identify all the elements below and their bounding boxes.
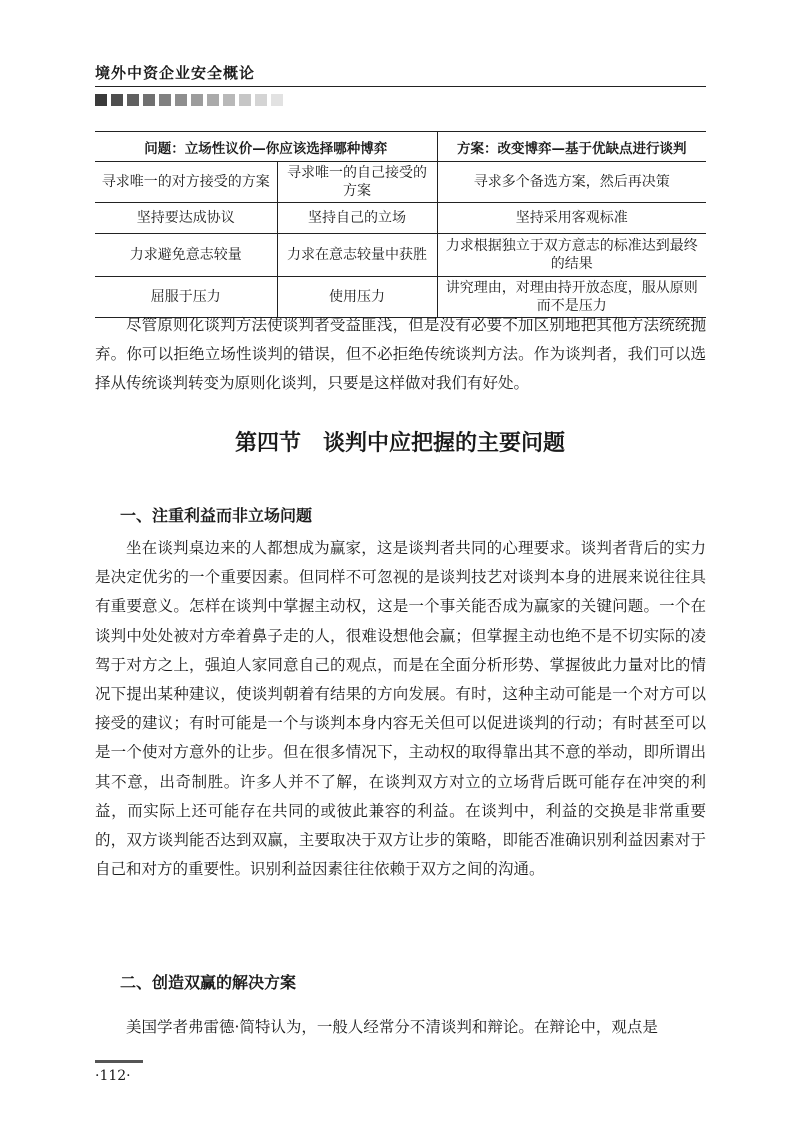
decor-square <box>95 94 107 106</box>
decor-square <box>255 94 267 106</box>
decor-square <box>223 94 235 106</box>
decor-square <box>159 94 171 106</box>
running-header-title: 境外中资企业安全概论 <box>95 64 256 82</box>
table-cell: 坚持自己的立场 <box>277 203 437 234</box>
decor-square <box>271 94 283 106</box>
header-decorative-squares <box>95 94 283 106</box>
decor-square <box>175 94 187 106</box>
paragraph-principled-negotiation <box>95 311 706 399</box>
header-rule <box>95 86 706 87</box>
table-cell: 力求根据独立于双方意志的标准达到最终的结果 <box>437 234 706 277</box>
table-cell: 坚持要达成协议 <box>95 203 277 234</box>
table-cell: 讲究理由，对理由持开放态度，服从原则而不是压力 <box>437 277 706 318</box>
decor-square <box>239 94 251 106</box>
table-row <box>95 203 706 234</box>
decor-square <box>207 94 219 106</box>
table-cell: 屈服于压力 <box>95 277 277 318</box>
page-number: ·112· <box>95 1068 131 1084</box>
table-cell: 寻求多个备选方案，然后再决策 <box>437 162 706 203</box>
table-cell: 寻求唯一的对方接受的方案 <box>95 162 277 203</box>
table-header-problem: 问题：立场性议价—你应该选择哪种博弈 <box>95 132 437 162</box>
table-cell: 力求避免意志较量 <box>95 234 277 277</box>
decor-square <box>111 94 123 106</box>
footer-rule <box>95 1060 143 1063</box>
subheading-interests: 一、注重利益而非立场问题 <box>120 506 313 525</box>
table-cell: 使用压力 <box>277 277 437 318</box>
table-row <box>95 162 706 203</box>
decor-square <box>191 94 203 106</box>
subheading-win-win: 二、创造双赢的解决方案 <box>120 973 297 992</box>
negotiation-comparison-table <box>95 131 706 318</box>
table-header-solution: 方案：改变博弈—基于优缺点进行谈判 <box>437 132 706 162</box>
table-cell: 力求在意志较量中获胜 <box>277 234 437 277</box>
paragraph-win-win <box>95 1013 706 1042</box>
paragraph-text: 尽管原则化谈判方法使谈判者受益匪浅，但是没有必要不加区别地把其他方法统统抛弃。你可以拒绝立场性谈判的错误，但不必拒绝传统谈判方法。作为谈判者，我们可以选择从传统谈判转变为原则化谈判，只要是这样做对我们有好处。 <box>95 316 706 393</box>
table-cell: 寻求唯一的自己接受的方案 <box>277 162 437 203</box>
table-cell: 坚持采用客观标准 <box>437 203 706 234</box>
paragraph-text: 美国学者弗雷德·简特认为，一般人经常分不清谈判和辩论。在辩论中，观点是 <box>126 1018 658 1036</box>
decor-square <box>127 94 139 106</box>
paragraph-interests <box>95 534 706 884</box>
table-row <box>95 234 706 277</box>
paragraph-text: 坐在谈判桌边来的人都想成为赢家，这是谈判者共同的心理要求。谈判者背后的实力是决定优劣的一个重要因素。但同样不可忽视的是谈判技艺对谈判本身的进展来说往往具有重要意义。怎样在谈判中掌握主动权，这是一个事关能否成为赢家的关键问题。一个在谈判中处处被对方牵着鼻子走的人，很难设想他会赢；但掌握主动也绝不是不切实际的凌驾于对方之上，强迫人家同意自己的观点，而是在全面分析形势、掌握彼此力量对比的情况下提出某种建议，使谈判朝着有结果的方向发展。有时，这种主动可能是一个对方可以接受的建议；有时可能是一个与谈判本身内容无关但可以促进谈判的行动；有时甚至可以是一个使对方意外的让步。但在很多情况下，主动权的取得靠出其不意的举动，即所谓出其不意，出奇制胜。许多人并不了解，在谈判双方对立的立场背后既可能存在冲突的利益，而实际上还可能存在共同的或彼此兼容的利益。在谈判中，利益的交换是非常重要的，双方谈判能否达到双赢，主要取决于双方让步的策略，即能否准确识别利益因素对于自己和对方的重要性。识别利益因素往往依赖于双方之间的沟通。 <box>95 539 706 879</box>
section-title: 第四节 谈判中应把握的主要问题 <box>234 431 565 456</box>
table-header-row <box>95 132 706 162</box>
decor-square <box>143 94 155 106</box>
